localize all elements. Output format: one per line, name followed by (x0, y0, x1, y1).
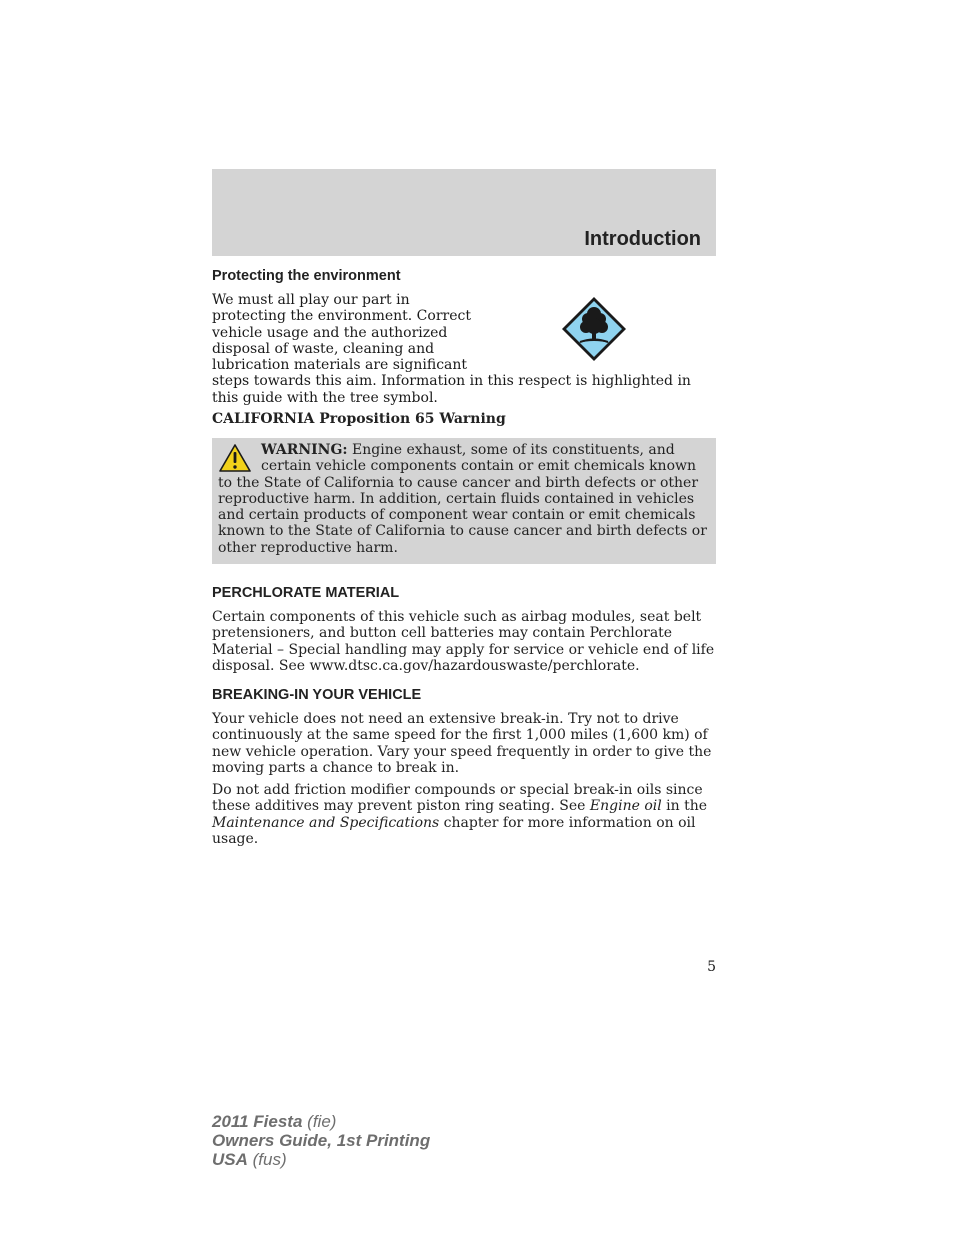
tree-symbol-icon (560, 295, 628, 373)
perchlorate-body: Certain components of this vehicle such as airbag modules, seat belt pretensioners, and button cell batteries may contain Perchlorate Material – Special handling may apply for service or vehicle end of life disposal. See www.dtsc.ca.gov/hazardouswaste/perchlorate. (212, 609, 715, 674)
breakin-paragraph-1: Your vehicle does not need an extensive break-in. Try not to drive continuously at the same speed for the first 1,000 miles (1,600 km) of new vehicle operation. Vary your speed frequently in order to give the moving parts a chance to break in. (212, 711, 712, 776)
breakin-paragraph-2 (212, 782, 716, 847)
environment-section (212, 292, 716, 406)
chapter-header-band (212, 169, 716, 256)
environment-intro-line: disposal of waste, cleaning and (212, 340, 435, 357)
environment-intro-line: We must all play our part in (212, 292, 410, 308)
environment-intro-line: protecting the environment. Correct (212, 308, 471, 325)
environment-heading: Protecting the environment (212, 268, 401, 284)
warning-text (218, 442, 710, 556)
perchlorate-heading: PERCHLORATE MATERIAL (212, 585, 400, 601)
maintenance-chapter-reference: Maintenance and Specifications (212, 814, 440, 831)
prop65-heading: CALIFORNIA Proposition 65 Warning (212, 411, 506, 427)
environment-intro-line: lubrication materials are significant (212, 357, 468, 374)
environment-intro (212, 292, 512, 373)
warning-rest: the State of California to cause cancer and birth defects or other reproductive harm. In addition, certain fluids contained in vehicles and certain products of component wear contain or emit chemicals known to the State of California to cause cancer and birth defects or other reproductive harm. (218, 474, 707, 556)
engine-oil-reference: Engine oil (589, 798, 662, 815)
warning-second-line: certain vehicle components contain or emit chemicals known to (218, 458, 697, 491)
environment-intro-line: vehicle usage and the authorized (212, 324, 448, 341)
footer-model-code: (fie) (307, 1112, 337, 1131)
page-number: 5 (707, 959, 716, 975)
footer-market: USA (212, 1150, 248, 1169)
footer-market-code: (fus) (252, 1150, 287, 1169)
breakin-para2-text: in the (661, 798, 708, 815)
warning-first-line: Engine exhaust, some of its constituents, and (352, 442, 675, 458)
breakin-heading: BREAKING-IN YOUR VEHICLE (212, 687, 422, 703)
breakin-para2-text: chapter for more information on oil usage. (212, 814, 696, 847)
footer-print-info (212, 1112, 430, 1169)
environment-rest-text: steps towards this aim. Information in this respect is highlighted in this guide with the tree symbol. (212, 373, 691, 406)
warning-box (212, 438, 716, 564)
footer-guide: Owners Guide, 1st Printing (212, 1131, 431, 1150)
footer-model: 2011 Fiesta (212, 1112, 303, 1131)
breakin-para2-text: Do not add friction modifier compounds or special break-in oils since these additives may prevent piston ring seating. See (212, 782, 703, 815)
chapter-title: Introduction (584, 228, 701, 250)
warning-label: WARNING: (261, 442, 348, 458)
